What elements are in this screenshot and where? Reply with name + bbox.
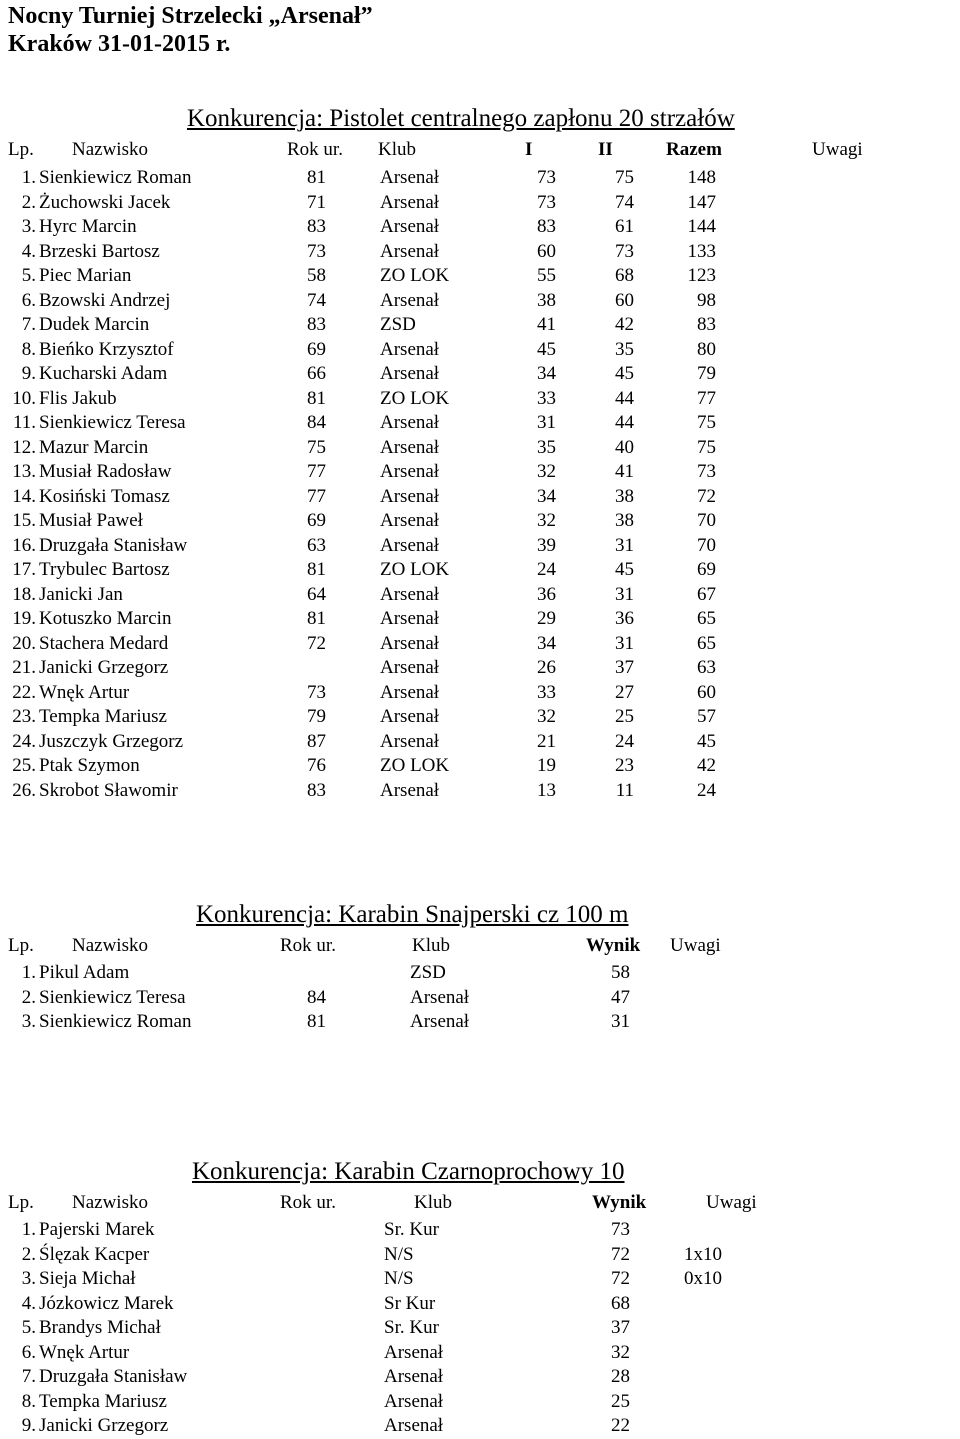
cell-club: Arsenał xyxy=(380,363,440,384)
cell-result: 68 xyxy=(611,1292,630,1314)
cell-ii: 38 xyxy=(615,510,634,531)
cell-i: 33 xyxy=(537,681,556,703)
table-row xyxy=(0,754,960,779)
table-row xyxy=(0,509,960,534)
section-heading: Konkurencja: Karabin Snajperski cz 100 m xyxy=(196,901,629,928)
cell-lp: 6. xyxy=(21,289,36,311)
cell-name: Stachera Medard xyxy=(39,632,169,654)
cell-ii: 35 xyxy=(615,338,634,360)
column-header-year: Rok ur. xyxy=(280,1192,336,1213)
cell-i: 39 xyxy=(537,534,556,556)
table-row xyxy=(0,1243,960,1268)
cell-name: Sienkiewicz Teresa xyxy=(39,986,186,1008)
cell-club: Arsenał xyxy=(384,1341,444,1363)
cell-year: 77 xyxy=(307,461,326,482)
cell-year: 81 xyxy=(307,387,326,409)
cell-name: Tempka Mariusz xyxy=(39,706,167,727)
cell-year: 81 xyxy=(307,608,326,629)
cell-lp: 24. xyxy=(12,730,36,752)
cell-name: Józkowicz Marek xyxy=(39,1292,174,1314)
cell-total: 69 xyxy=(697,559,716,580)
cell-club: Arsenał xyxy=(380,167,440,188)
cell-lp: 5. xyxy=(21,265,36,286)
table-row xyxy=(0,681,960,706)
cell-i: 41 xyxy=(537,314,556,335)
cell-i: 24 xyxy=(537,559,556,580)
cell-club: Arsenał xyxy=(384,1366,444,1387)
cell-ii: 23 xyxy=(615,755,634,776)
cell-club: Arsenał xyxy=(380,583,440,605)
cell-total: 63 xyxy=(697,657,716,678)
cell-ii: 42 xyxy=(615,314,634,335)
cell-name: Musiał Radosław xyxy=(39,461,172,482)
cell-name: Żuchowski Jacek xyxy=(39,191,171,213)
cell-club: Arsenał xyxy=(384,1415,444,1436)
table-row xyxy=(0,1267,960,1292)
column-header-result: Wynik xyxy=(592,1192,647,1213)
table-header xyxy=(0,933,960,959)
cell-club: Arsenał xyxy=(380,534,440,556)
cell-i: 73 xyxy=(537,167,556,188)
cell-lp: 3. xyxy=(21,1268,36,1289)
cell-total: 45 xyxy=(697,730,716,752)
table-row xyxy=(0,1341,960,1366)
cell-year: 72 xyxy=(307,632,326,654)
cell-club: Arsenał xyxy=(380,779,440,801)
cell-lp: 7. xyxy=(21,314,36,335)
cell-year: 66 xyxy=(307,363,326,384)
cell-ii: 60 xyxy=(615,289,634,311)
cell-ii: 31 xyxy=(615,534,634,556)
cell-lp: 2. xyxy=(21,986,36,1008)
cell-lp: 20. xyxy=(12,632,36,654)
column-header-note: Uwagi xyxy=(812,139,863,160)
cell-lp: 1. xyxy=(21,962,36,983)
cell-i: 34 xyxy=(537,363,556,384)
cell-ii: 37 xyxy=(615,657,634,678)
cell-result: 73 xyxy=(611,1219,630,1240)
cell-club: ZO LOK xyxy=(380,559,450,580)
table-row xyxy=(0,289,960,314)
cell-lp: 10. xyxy=(12,387,36,409)
cell-lp: 3. xyxy=(21,1011,36,1032)
cell-year: 81 xyxy=(307,167,326,188)
table-row xyxy=(0,779,960,804)
cell-i: 32 xyxy=(537,706,556,727)
cell-result: 22 xyxy=(611,1415,630,1436)
cell-name: Brandys Michał xyxy=(39,1317,161,1338)
column-header-club: Klub xyxy=(412,935,450,956)
cell-total: 148 xyxy=(687,167,716,188)
column-header-lp: Lp. xyxy=(8,1192,34,1213)
table-row xyxy=(0,166,960,191)
cell-year: 79 xyxy=(307,706,326,727)
cell-lp: 6. xyxy=(21,1341,36,1363)
cell-result: 25 xyxy=(611,1390,630,1412)
table-header xyxy=(0,1190,960,1216)
cell-club: ZO LOK xyxy=(380,265,450,286)
cell-name: Bieńko Krzysztof xyxy=(39,338,174,360)
cell-result: 32 xyxy=(611,1341,630,1363)
cell-total: 73 xyxy=(697,461,716,482)
cell-name: Pikul Adam xyxy=(39,962,130,983)
cell-club: Arsenał xyxy=(384,1390,444,1412)
cell-lp: 2. xyxy=(21,191,36,213)
cell-name: Sieja Michał xyxy=(39,1268,136,1289)
cell-year: 58 xyxy=(307,265,326,286)
cell-club: Arsenał xyxy=(410,1011,470,1032)
cell-total: 75 xyxy=(697,412,716,433)
cell-lp: 1. xyxy=(21,1219,36,1240)
column-header-club: Klub xyxy=(414,1192,452,1213)
cell-year: 73 xyxy=(307,681,326,703)
cell-lp: 26. xyxy=(12,779,36,801)
cell-total: 98 xyxy=(697,289,716,311)
cell-i: 83 xyxy=(537,216,556,237)
cell-lp: 16. xyxy=(12,534,36,556)
cell-i: 21 xyxy=(537,730,556,752)
column-header-note: Uwagi xyxy=(706,1192,757,1213)
column-header-note: Uwagi xyxy=(670,935,721,956)
cell-club: Arsenał xyxy=(380,485,440,507)
cell-club: N/S xyxy=(384,1243,414,1265)
cell-lp: 25. xyxy=(12,755,36,776)
cell-note: 1x10 xyxy=(684,1243,722,1265)
cell-ii: 40 xyxy=(615,436,634,458)
cell-total: 75 xyxy=(697,436,716,458)
cell-name: Wnęk Artur xyxy=(39,1341,130,1363)
column-header-lp: Lp. xyxy=(8,139,34,160)
cell-club: N/S xyxy=(384,1268,414,1289)
cell-name: Brzeski Bartosz xyxy=(39,240,160,262)
cell-year: 83 xyxy=(307,216,326,237)
cell-total: 65 xyxy=(697,632,716,654)
column-header-ii: II xyxy=(598,139,613,160)
column-header-name: Nazwisko xyxy=(72,1192,148,1213)
cell-name: Kotuszko Marcin xyxy=(39,608,172,629)
cell-club: Arsenał xyxy=(380,436,440,458)
cell-club: Arsenał xyxy=(380,461,440,482)
table-row xyxy=(0,436,960,461)
cell-note: 0x10 xyxy=(684,1268,722,1289)
table-row xyxy=(0,986,960,1011)
cell-lp: 13. xyxy=(12,461,36,482)
cell-lp: 14. xyxy=(12,485,36,507)
column-header-name: Nazwisko xyxy=(72,139,148,160)
cell-lp: 9. xyxy=(21,363,36,384)
table-row xyxy=(0,264,960,289)
cell-ii: 61 xyxy=(615,216,634,237)
cell-lp: 7. xyxy=(21,1366,36,1387)
cell-club: ZSD xyxy=(380,314,416,335)
cell-club: ZO LOK xyxy=(380,755,450,776)
cell-year: 73 xyxy=(307,240,326,262)
table-row xyxy=(0,313,960,338)
cell-year: 69 xyxy=(307,510,326,531)
cell-total: 83 xyxy=(697,314,716,335)
cell-name: Kucharski Adam xyxy=(39,363,168,384)
cell-lp: 21. xyxy=(12,657,36,678)
cell-club: ZO LOK xyxy=(380,387,450,409)
cell-ii: 27 xyxy=(615,681,634,703)
cell-club: Arsenał xyxy=(380,216,440,237)
cell-year: 84 xyxy=(307,986,326,1008)
table-row xyxy=(0,485,960,510)
cell-ii: 41 xyxy=(615,461,634,482)
cell-name: Sienkiewicz Roman xyxy=(39,167,192,188)
cell-total: 42 xyxy=(697,755,716,776)
cell-i: 31 xyxy=(537,412,556,433)
cell-name: Skrobot Sławomir xyxy=(39,779,178,801)
cell-year: 71 xyxy=(307,191,326,213)
column-header-i: I xyxy=(525,139,533,160)
cell-club: Arsenał xyxy=(380,240,440,262)
cell-i: 32 xyxy=(537,461,556,482)
cell-name: Sienkiewicz Roman xyxy=(39,1011,192,1032)
cell-i: 32 xyxy=(537,510,556,531)
cell-name: Kosiński Tomasz xyxy=(39,485,170,507)
table-row xyxy=(0,460,960,485)
cell-name: Piec Marian xyxy=(39,265,132,286)
cell-ii: 73 xyxy=(615,240,634,262)
cell-club: Arsenał xyxy=(410,986,470,1008)
cell-name: Musiał Paweł xyxy=(39,510,143,531)
cell-name: Pajerski Marek xyxy=(39,1219,155,1240)
cell-total: 65 xyxy=(697,608,716,629)
document-date: Kraków 31-01-2015 r. xyxy=(8,31,231,57)
cell-total: 123 xyxy=(687,265,716,286)
cell-name: Bzowski Andrzej xyxy=(39,289,171,311)
document-title: Nocny Turniej Strzelecki „Arsenał” xyxy=(8,3,373,29)
cell-ii: 38 xyxy=(615,485,634,507)
cell-ii: 68 xyxy=(615,265,634,286)
cell-club: Sr. Kur xyxy=(384,1317,439,1338)
cell-total: 67 xyxy=(697,583,716,605)
cell-name: Hyrc Marcin xyxy=(39,216,137,237)
cell-ii: 74 xyxy=(615,191,634,213)
column-header-total: Razem xyxy=(666,139,722,160)
cell-i: 35 xyxy=(537,436,556,458)
cell-i: 73 xyxy=(537,191,556,213)
table-row xyxy=(0,1292,960,1317)
cell-club: Arsenał xyxy=(380,730,440,752)
cell-lp: 15. xyxy=(12,510,36,531)
column-header-name: Nazwisko xyxy=(72,935,148,956)
cell-result: 47 xyxy=(611,986,630,1008)
table-row xyxy=(0,607,960,632)
cell-name: Druzgała Stanisław xyxy=(39,1366,188,1387)
cell-ii: 31 xyxy=(615,632,634,654)
cell-ii: 31 xyxy=(615,583,634,605)
table-row xyxy=(0,1316,960,1341)
cell-ii: 24 xyxy=(615,730,634,752)
table-row xyxy=(0,730,960,755)
cell-i: 38 xyxy=(537,289,556,311)
cell-lp: 4. xyxy=(21,1292,36,1314)
cell-year: 69 xyxy=(307,338,326,360)
cell-club: Sr Kur xyxy=(384,1292,436,1314)
section-heading: Konkurencja: Karabin Czarnoprochowy 10 xyxy=(192,1158,625,1185)
cell-year: 77 xyxy=(307,485,326,507)
cell-i: 36 xyxy=(537,583,556,605)
cell-total: 70 xyxy=(697,510,716,531)
cell-name: Dudek Marcin xyxy=(39,314,150,335)
cell-total: 60 xyxy=(697,681,716,703)
cell-year: 81 xyxy=(307,559,326,580)
cell-club: ZSD xyxy=(410,962,446,983)
cell-name: Janicki Grzegorz xyxy=(39,1415,169,1436)
cell-lp: 2. xyxy=(21,1243,36,1265)
cell-year: 87 xyxy=(307,730,326,752)
cell-year: 64 xyxy=(307,583,326,605)
cell-club: Arsenał xyxy=(380,706,440,727)
cell-lp: 19. xyxy=(12,608,36,629)
table-row xyxy=(0,705,960,730)
cell-club: Arsenał xyxy=(380,338,440,360)
cell-name: Ptak Szymon xyxy=(39,755,140,776)
cell-total: 57 xyxy=(697,706,716,727)
table-row xyxy=(0,1010,960,1035)
cell-i: 33 xyxy=(537,387,556,409)
column-header-result: Wynik xyxy=(586,935,641,956)
cell-year: 76 xyxy=(307,755,326,776)
cell-i: 60 xyxy=(537,240,556,262)
cell-name: Tempka Mariusz xyxy=(39,1390,167,1412)
cell-total: 72 xyxy=(697,485,716,507)
cell-result: 28 xyxy=(611,1366,630,1387)
cell-name: Juszczyk Grzegorz xyxy=(39,730,184,752)
table-row xyxy=(0,215,960,240)
table-row xyxy=(0,338,960,363)
cell-result: 72 xyxy=(611,1268,630,1289)
cell-club: Arsenał xyxy=(380,412,440,433)
table-row xyxy=(0,656,960,681)
table-row xyxy=(0,240,960,265)
cell-ii: 75 xyxy=(615,167,634,188)
cell-club: Arsenał xyxy=(380,510,440,531)
cell-lp: 18. xyxy=(12,583,36,605)
section-heading: Konkurencja: Pistolet centralnego zapłonu 20 strzałów xyxy=(187,105,735,132)
cell-year: 81 xyxy=(307,1011,326,1032)
cell-lp: 11. xyxy=(12,412,36,433)
cell-total: 70 xyxy=(697,534,716,556)
cell-year: 75 xyxy=(307,436,326,458)
cell-ii: 44 xyxy=(615,387,634,409)
cell-name: Flis Jakub xyxy=(39,387,117,409)
table-row xyxy=(0,1414,960,1439)
cell-ii: 11 xyxy=(615,779,634,801)
cell-lp: 22. xyxy=(12,681,36,703)
cell-name: Trybulec Bartosz xyxy=(39,559,170,580)
cell-ii: 45 xyxy=(615,559,634,580)
cell-year: 74 xyxy=(307,289,326,311)
cell-lp: 23. xyxy=(12,706,36,727)
cell-name: Janicki Jan xyxy=(39,583,123,605)
cell-lp: 4. xyxy=(21,240,36,262)
table-row xyxy=(0,558,960,583)
table-row xyxy=(0,1218,960,1243)
cell-name: Druzgała Stanisław xyxy=(39,534,188,556)
table-row xyxy=(0,632,960,657)
table-row xyxy=(0,961,960,986)
cell-club: Arsenał xyxy=(380,608,440,629)
cell-lp: 8. xyxy=(21,338,36,360)
cell-i: 34 xyxy=(537,485,556,507)
column-header-club: Klub xyxy=(378,139,416,160)
cell-total: 77 xyxy=(697,387,716,409)
cell-lp: 12. xyxy=(12,436,36,458)
cell-total: 80 xyxy=(697,338,716,360)
column-header-lp: Lp. xyxy=(8,935,34,956)
cell-name: Ślęzak Kacper xyxy=(39,1243,150,1265)
cell-name: Wnęk Artur xyxy=(39,681,130,703)
cell-year: 63 xyxy=(307,534,326,556)
column-header-year: Rok ur. xyxy=(287,139,343,160)
cell-i: 55 xyxy=(537,265,556,286)
cell-i: 26 xyxy=(537,657,556,678)
cell-club: Arsenał xyxy=(380,681,440,703)
cell-i: 45 xyxy=(537,338,556,360)
cell-result: 31 xyxy=(611,1011,630,1032)
table-row xyxy=(0,1390,960,1415)
column-header-year: Rok ur. xyxy=(280,935,336,956)
cell-ii: 25 xyxy=(615,706,634,727)
cell-lp: 9. xyxy=(21,1415,36,1436)
cell-i: 19 xyxy=(537,755,556,776)
cell-lp: 5. xyxy=(21,1317,36,1338)
cell-name: Sienkiewicz Teresa xyxy=(39,412,186,433)
cell-total: 147 xyxy=(687,191,716,213)
table-header xyxy=(0,137,960,163)
cell-result: 72 xyxy=(611,1243,630,1265)
cell-name: Mazur Marcin xyxy=(39,436,149,458)
cell-club: Arsenał xyxy=(380,657,440,678)
cell-ii: 45 xyxy=(615,363,634,384)
cell-club: Arsenał xyxy=(380,191,440,213)
cell-result: 37 xyxy=(611,1317,630,1338)
cell-year: 84 xyxy=(307,412,326,433)
table-row xyxy=(0,411,960,436)
cell-lp: 1. xyxy=(21,167,36,188)
cell-total: 133 xyxy=(687,240,716,262)
cell-i: 34 xyxy=(537,632,556,654)
cell-ii: 36 xyxy=(615,608,634,629)
table-row xyxy=(0,387,960,412)
table-row xyxy=(0,362,960,387)
cell-club: Arsenał xyxy=(380,632,440,654)
cell-total: 144 xyxy=(687,216,716,237)
cell-result: 58 xyxy=(611,962,630,983)
cell-club: Sr. Kur xyxy=(384,1219,439,1240)
cell-total: 24 xyxy=(697,779,716,801)
cell-club: Arsenał xyxy=(380,289,440,311)
cell-i: 29 xyxy=(537,608,556,629)
table-row xyxy=(0,583,960,608)
cell-name: Janicki Grzegorz xyxy=(39,657,169,678)
table-row xyxy=(0,191,960,216)
cell-year: 83 xyxy=(307,779,326,801)
cell-lp: 3. xyxy=(21,216,36,237)
cell-lp: 8. xyxy=(21,1390,36,1412)
cell-lp: 17. xyxy=(12,559,36,580)
cell-ii: 44 xyxy=(615,412,634,433)
cell-total: 79 xyxy=(697,363,716,384)
cell-i: 13 xyxy=(537,779,556,801)
cell-year: 83 xyxy=(307,314,326,335)
table-row xyxy=(0,534,960,559)
table-row xyxy=(0,1365,960,1390)
